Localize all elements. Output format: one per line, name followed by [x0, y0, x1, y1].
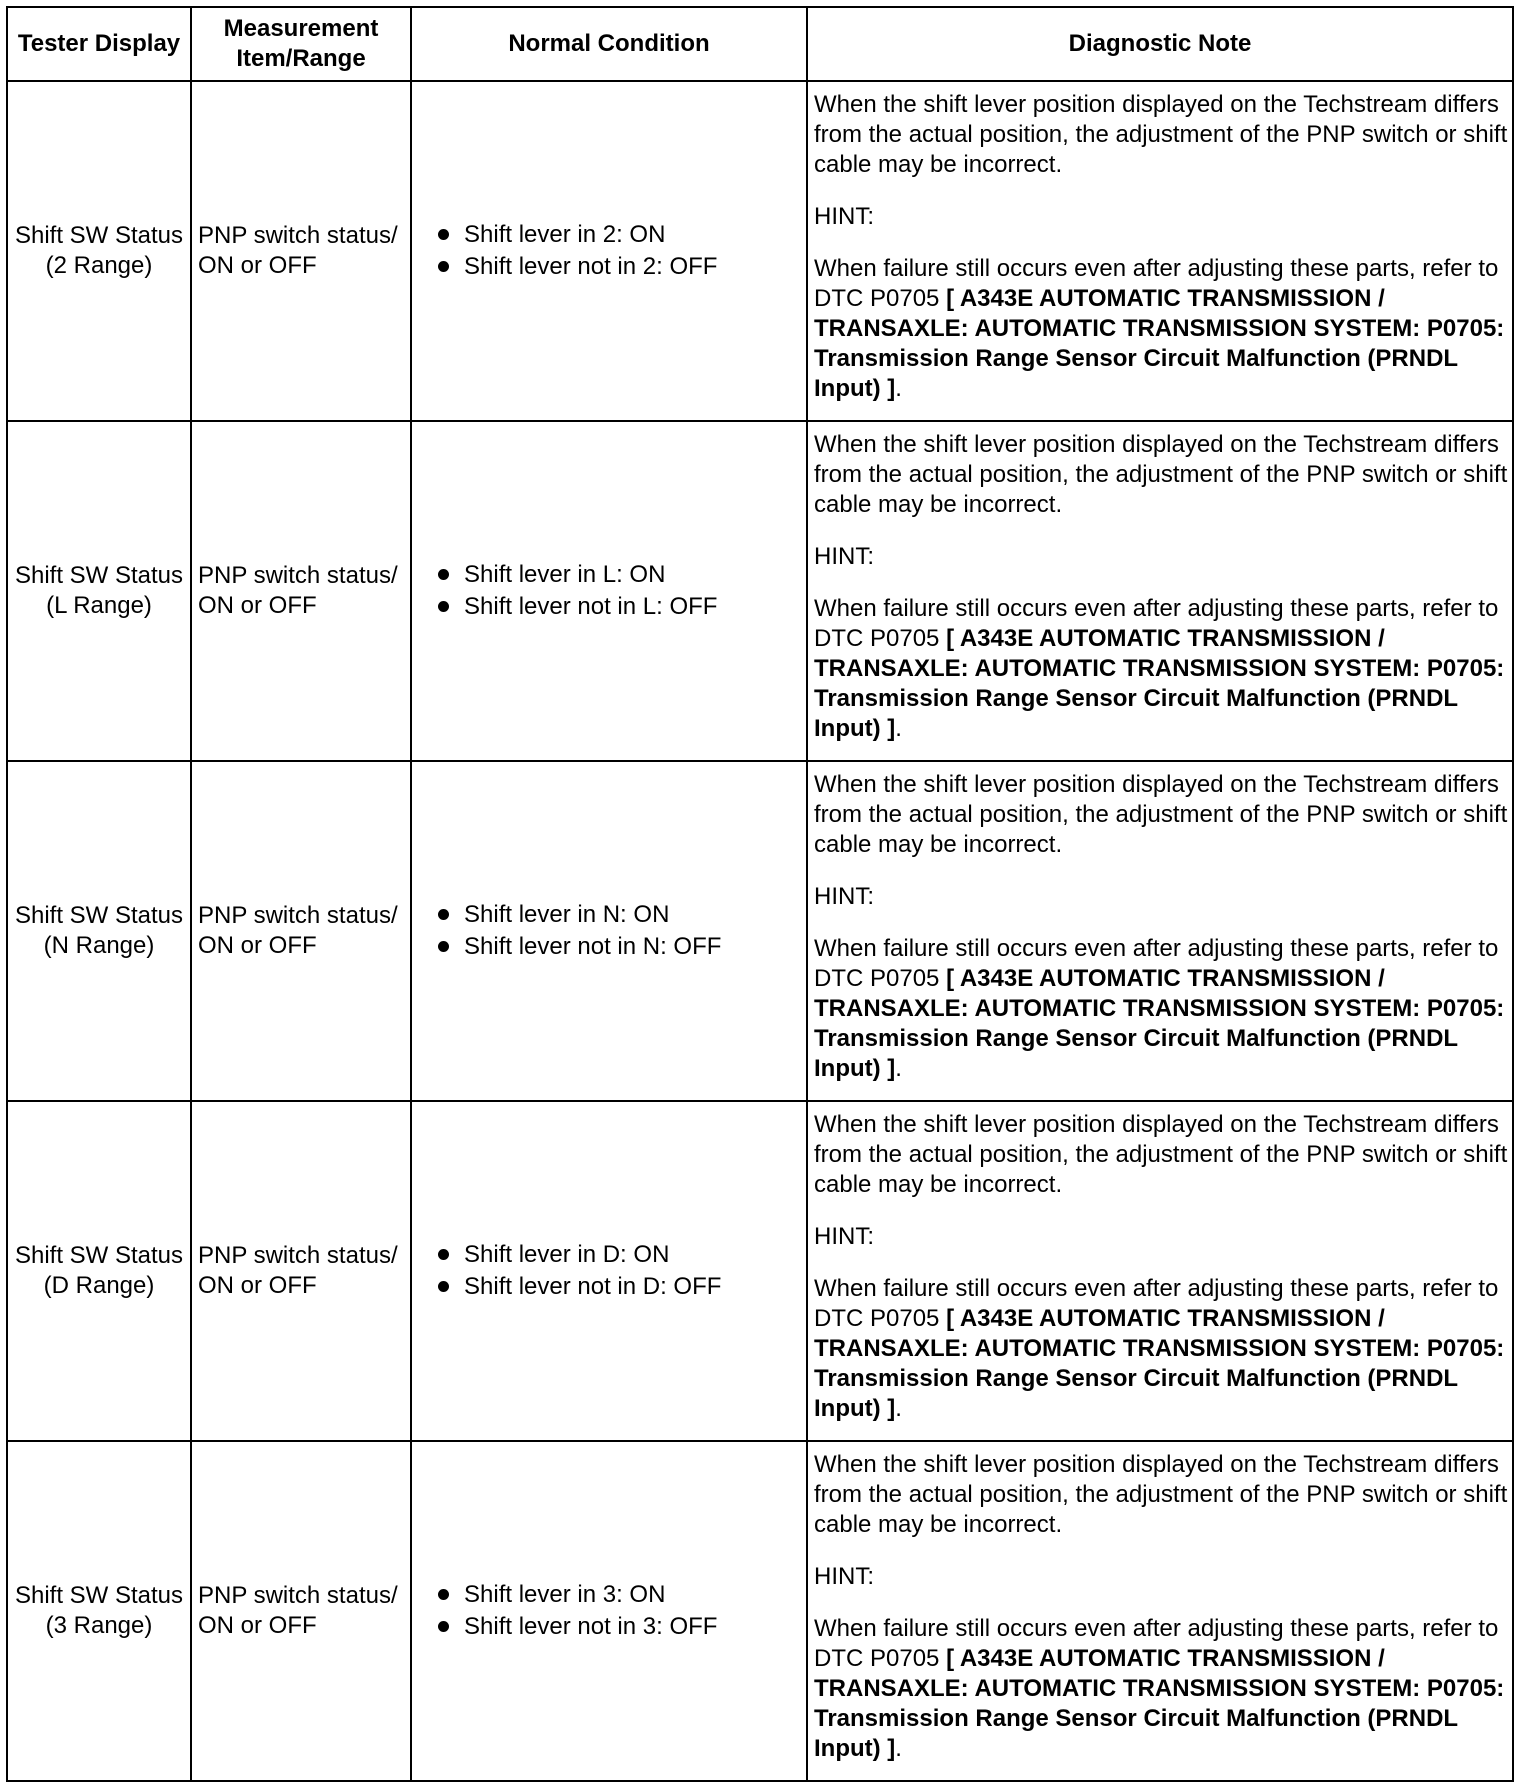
note-reference: When failure still occurs even after adjusting these parts, refer to DTC P0705 [ A343E AUTOMATIC TRANSMISSION / TRANSAXLE: AUTOMATIC TRANSMISSION SYSTEM: P0705: Transmission Range Sensor Circuit Malfunction (PRNDL Input) ]. — [814, 935, 1505, 1082]
list-item: Shift lever in 3: ON — [434, 1579, 806, 1611]
header-tester-display: Tester Display — [7, 7, 191, 81]
normal-condition-cell — [411, 761, 807, 1101]
note-paragraph: When the shift lever position displayed on the Techstream differs from the actual position, the adjustment of the PNP switch or shift cable may be incorrect. — [814, 431, 1508, 518]
bullet-icon — [438, 569, 449, 580]
measurement-cell: PNP switch status/ ON or OFF — [191, 421, 411, 761]
normal-condition-cell — [411, 1441, 807, 1781]
table-row — [7, 81, 1513, 421]
bullet-icon — [438, 1621, 449, 1632]
bullet-icon — [438, 261, 449, 272]
tester-display-cell: Shift SW Status (3 Range) — [7, 1441, 191, 1781]
diagnostic-note-cell — [807, 1441, 1513, 1781]
list-item: Shift lever in 2: ON — [434, 219, 806, 251]
tester-display-cell: Shift SW Status (L Range) — [7, 421, 191, 761]
note-hint: HINT: — [814, 203, 874, 230]
table-row — [7, 761, 1513, 1101]
dtc-reference-link[interactable]: [ A343E AUTOMATIC TRANSMISSION / TRANSAXLE: AUTOMATIC TRANSMISSION SYSTEM: P0705: Transmission Range Sensor Circuit Malfunction (PRNDL Input) ] — [814, 1645, 1505, 1762]
bullet-icon — [438, 941, 449, 952]
list-item: Shift lever not in D: OFF — [434, 1271, 806, 1303]
list-item: Shift lever in D: ON — [434, 1239, 806, 1271]
note-reference: When failure still occurs even after adjusting these parts, refer to DTC P0705 [ A343E AUTOMATIC TRANSMISSION / TRANSAXLE: AUTOMATIC TRANSMISSION SYSTEM: P0705: Transmission Range Sensor Circuit Malfunction (PRNDL Input) ]. — [814, 1615, 1505, 1762]
dtc-reference-link[interactable]: [ A343E AUTOMATIC TRANSMISSION / TRANSAXLE: AUTOMATIC TRANSMISSION SYSTEM: P0705: Transmission Range Sensor Circuit Malfunction (PRNDL Input) ] — [814, 1305, 1505, 1422]
diagnostic-note-cell — [807, 1101, 1513, 1441]
normal-condition-cell — [411, 1101, 807, 1441]
bullet-icon — [438, 909, 449, 920]
measurement-cell: PNP switch status/ ON or OFF — [191, 81, 411, 421]
tester-display-cell: Shift SW Status (2 Range) — [7, 81, 191, 421]
list-item: Shift lever not in N: OFF — [434, 931, 806, 963]
list-item: Shift lever not in 2: OFF — [434, 251, 806, 283]
note-hint: HINT: — [814, 883, 874, 910]
note-paragraph: When the shift lever position displayed on the Techstream differs from the actual position, the adjustment of the PNP switch or shift cable may be incorrect. — [814, 771, 1508, 858]
table-header-row — [7, 7, 1513, 81]
bullet-icon — [438, 1589, 449, 1600]
note-reference: When failure still occurs even after adjusting these parts, refer to DTC P0705 [ A343E AUTOMATIC TRANSMISSION / TRANSAXLE: AUTOMATIC TRANSMISSION SYSTEM: P0705: Transmission Range Sensor Circuit Malfunction (PRNDL Input) ]. — [814, 255, 1505, 402]
measurement-cell: PNP switch status/ ON or OFF — [191, 761, 411, 1101]
list-item: Shift lever in L: ON — [434, 559, 806, 591]
tester-display-cell: Shift SW Status (N Range) — [7, 761, 191, 1101]
note-reference: When failure still occurs even after adjusting these parts, refer to DTC P0705 [ A343E AUTOMATIC TRANSMISSION / TRANSAXLE: AUTOMATIC TRANSMISSION SYSTEM: P0705: Transmission Range Sensor Circuit Malfunction (PRNDL Input) ]. — [814, 1275, 1505, 1422]
header-diagnostic-note: Diagnostic Note — [807, 7, 1513, 81]
table-row — [7, 421, 1513, 761]
diagnostic-note-cell — [807, 421, 1513, 761]
note-paragraph: When the shift lever position displayed on the Techstream differs from the actual position, the adjustment of the PNP switch or shift cable may be incorrect. — [814, 1451, 1508, 1538]
tester-display-cell: Shift SW Status (D Range) — [7, 1101, 191, 1441]
table-row — [7, 1441, 1513, 1781]
bullet-icon — [438, 1281, 449, 1292]
note-hint: HINT: — [814, 1223, 874, 1250]
note-paragraph: When the shift lever position displayed on the Techstream differs from the actual position, the adjustment of the PNP switch or shift cable may be incorrect. — [814, 1111, 1508, 1198]
header-normal-condition: Normal Condition — [411, 7, 807, 81]
diagnostic-note-cell — [807, 761, 1513, 1101]
normal-condition-cell — [411, 421, 807, 761]
note-reference: When failure still occurs even after adjusting these parts, refer to DTC P0705 [ A343E AUTOMATIC TRANSMISSION / TRANSAXLE: AUTOMATIC TRANSMISSION SYSTEM: P0705: Transmission Range Sensor Circuit Malfunction (PRNDL Input) ]. — [814, 595, 1505, 742]
data-list-table — [6, 6, 1514, 1782]
note-hint: HINT: — [814, 1563, 874, 1590]
note-hint: HINT: — [814, 543, 874, 570]
normal-condition-cell — [411, 81, 807, 421]
diagnostic-note-cell — [807, 81, 1513, 421]
header-measurement: Measurement Item/Range — [191, 7, 411, 81]
note-paragraph: When the shift lever position displayed on the Techstream differs from the actual position, the adjustment of the PNP switch or shift cable may be incorrect. — [814, 91, 1508, 178]
dtc-reference-link[interactable]: [ A343E AUTOMATIC TRANSMISSION / TRANSAXLE: AUTOMATIC TRANSMISSION SYSTEM: P0705: Transmission Range Sensor Circuit Malfunction (PRNDL Input) ] — [814, 625, 1505, 742]
bullet-icon — [438, 601, 449, 612]
list-item: Shift lever not in 3: OFF — [434, 1611, 806, 1643]
measurement-cell: PNP switch status/ ON or OFF — [191, 1101, 411, 1441]
bullet-icon — [438, 1249, 449, 1260]
list-item: Shift lever in N: ON — [434, 899, 806, 931]
bullet-icon — [438, 229, 449, 240]
measurement-cell: PNP switch status/ ON or OFF — [191, 1441, 411, 1781]
dtc-reference-link[interactable]: [ A343E AUTOMATIC TRANSMISSION / TRANSAXLE: AUTOMATIC TRANSMISSION SYSTEM: P0705: Transmission Range Sensor Circuit Malfunction (PRNDL Input) ] — [814, 285, 1505, 402]
dtc-reference-link[interactable]: [ A343E AUTOMATIC TRANSMISSION / TRANSAXLE: AUTOMATIC TRANSMISSION SYSTEM: P0705: Transmission Range Sensor Circuit Malfunction (PRNDL Input) ] — [814, 965, 1505, 1082]
list-item: Shift lever not in L: OFF — [434, 591, 806, 623]
table-row — [7, 1101, 1513, 1441]
